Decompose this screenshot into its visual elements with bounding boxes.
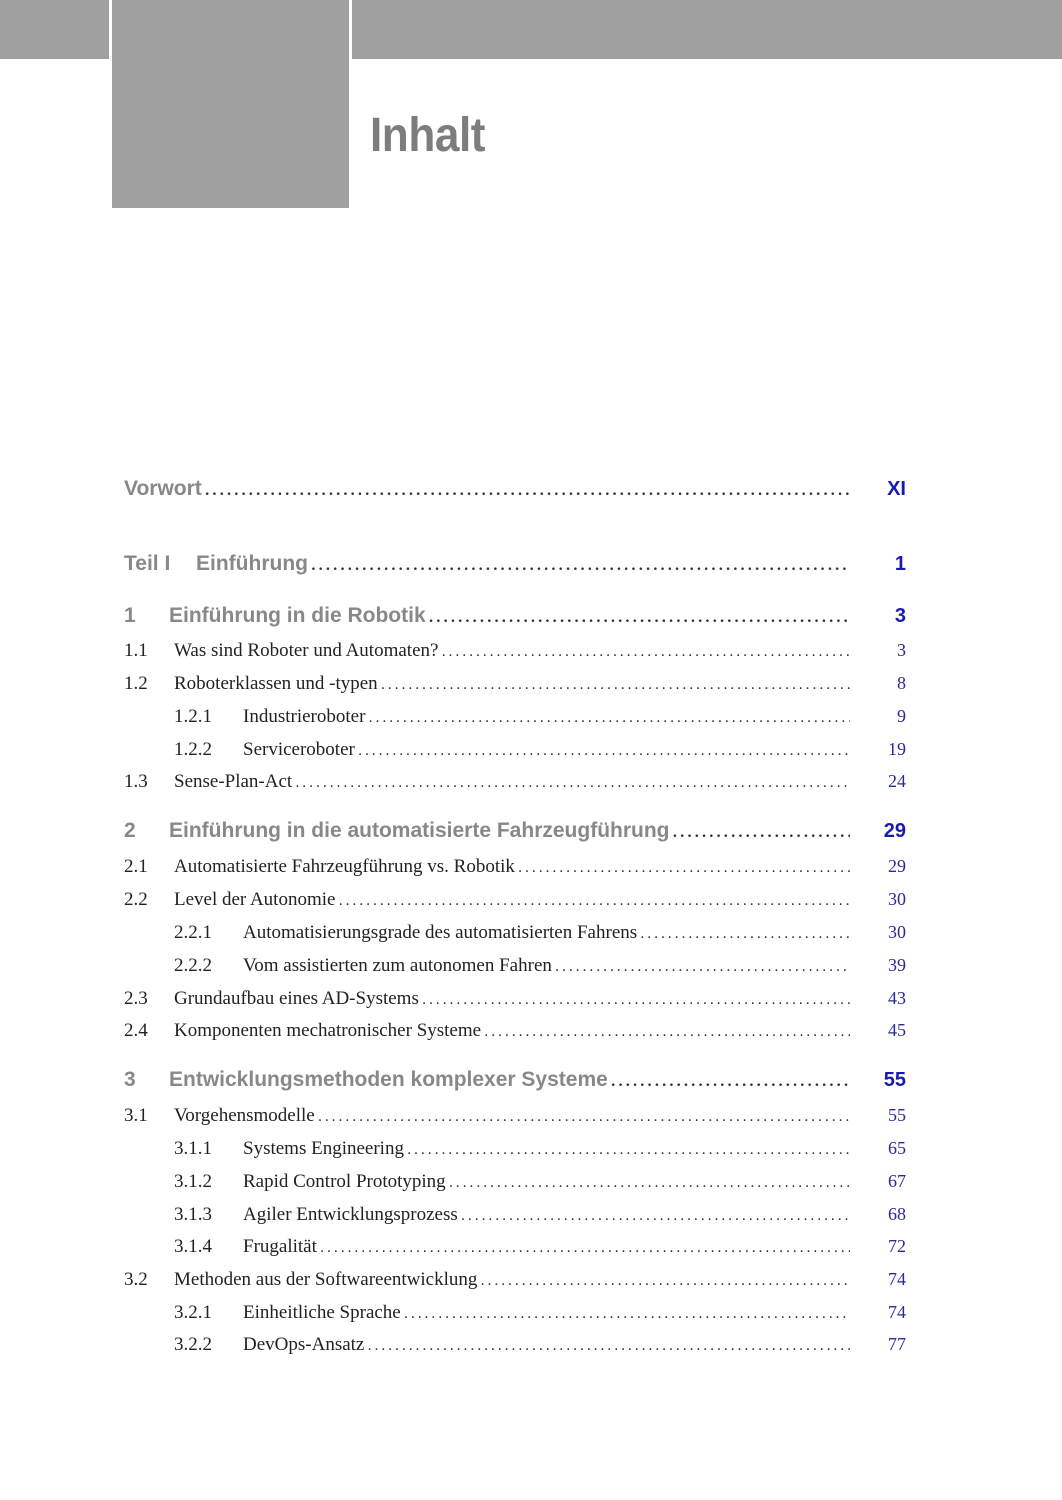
header-bar-left (0, 0, 109, 59)
toc-entry-label: Vom assistierten zum autonomen Fahren (243, 955, 552, 976)
toc-entry-page: 24 (888, 771, 906, 791)
toc-entry-number: 2.4 (124, 1020, 148, 1041)
leader-dots (368, 710, 850, 726)
toc-entry-label: Komponenten mechatronischer Systeme (174, 1020, 482, 1041)
leader-dots (422, 992, 850, 1008)
toc-entry-page: 8 (897, 673, 906, 693)
toc-entry-number: 3.2 (124, 1269, 148, 1290)
toc-entry-label: Industrieroboter (243, 706, 366, 727)
toc-entry-label: Vorwort (124, 477, 202, 500)
toc-entry-page: 45 (888, 1020, 906, 1040)
toc-entry-label: Einführung in die automatisierte Fahrzeugführung (169, 819, 670, 842)
toc-entry[interactable] (124, 640, 906, 662)
toc-entry-page: 3 (894, 605, 906, 627)
toc-entry-label: Roboterklassen und -typen (174, 673, 378, 694)
toc-entry-number: 2.2.2 (174, 955, 212, 976)
toc-entry-page: 39 (888, 955, 906, 975)
toc-entry-label: Entwicklungsmethoden komplexer Systeme (169, 1068, 608, 1091)
toc-entry[interactable] (124, 1068, 906, 1092)
leader-dots (461, 1208, 850, 1224)
toc-entry-number: 2.2.1 (174, 922, 212, 943)
toc-entry-part[interactable] (124, 552, 906, 576)
toc-entry-number: 1.3 (124, 771, 148, 792)
toc-entry-number: 1.2.1 (174, 706, 212, 727)
toc-entry[interactable] (124, 771, 906, 793)
toc-entry-page: 29 (883, 820, 906, 842)
header-block (112, 0, 349, 208)
leader-dots (611, 1074, 850, 1090)
toc-entry-number: 3.1.3 (174, 1204, 212, 1225)
leader-dots (441, 644, 850, 660)
toc-entry-label: Frugalität (243, 1236, 317, 1257)
leader-dots (295, 775, 850, 791)
header-bar-right (352, 0, 1062, 59)
toc-entry-label: Grundaufbau eines AD-Systems (174, 988, 419, 1009)
toc-entry-page: 1 (894, 553, 906, 575)
toc-entry-number: 3.2.1 (174, 1302, 212, 1323)
toc-entry-label: Serviceroboter (243, 739, 355, 760)
toc-entry-label: Vorgehensmodelle (174, 1105, 315, 1126)
leader-dots (367, 1338, 850, 1354)
toc-entry-page: 19 (888, 739, 906, 759)
toc-entry-page: 74 (888, 1302, 906, 1322)
toc-entry-number: 3 (124, 1068, 136, 1091)
toc-entry[interactable] (124, 955, 906, 977)
toc-entry-page: 65 (888, 1138, 906, 1158)
toc-entry-label: Agiler Entwicklungsprozess (243, 1204, 458, 1225)
toc-entry-label: Systems Engineering (243, 1138, 404, 1159)
toc-entry-label: Automatisierte Fahrzeugführung vs. Robotik (174, 856, 515, 877)
toc-entry-page: 9 (897, 706, 906, 726)
toc-entry-page: XI (887, 478, 906, 500)
toc-entry-page: 3 (897, 640, 906, 660)
toc-entry[interactable] (124, 1334, 906, 1356)
leader-dots (518, 860, 850, 876)
toc-entry-number: 3.1.1 (174, 1138, 212, 1159)
toc-entry-label: Level der Autonomie (174, 889, 336, 910)
toc-entry-page: 30 (888, 922, 906, 942)
toc-entry[interactable] (124, 819, 906, 843)
toc-entry-label: Rapid Control Prototyping (243, 1171, 446, 1192)
toc-entry-label: Einheitliche Sprache (243, 1302, 401, 1323)
toc-entry-page: 74 (888, 1269, 906, 1289)
toc-entry[interactable] (124, 1302, 906, 1324)
leader-dots (407, 1142, 850, 1158)
toc-entry-label: Einführung in die Robotik (169, 604, 426, 627)
toc-entry-label: Sense-Plan-Act (174, 771, 293, 792)
toc-entry[interactable] (124, 1171, 906, 1193)
leader-dots (673, 825, 850, 841)
toc-entry-label: DevOps-Ansatz (243, 1334, 365, 1355)
leader-dots (555, 959, 850, 975)
toc-entry-page: 72 (888, 1236, 906, 1256)
toc-entry[interactable] (124, 988, 906, 1010)
leader-dots (338, 893, 850, 909)
toc-entry-page: 29 (888, 856, 906, 876)
toc-entry[interactable] (124, 1236, 906, 1258)
toc-entry-page: 30 (888, 889, 906, 909)
toc-entry-page: 68 (888, 1204, 906, 1224)
toc-entry-label: Was sind Roboter und Automaten? (174, 640, 439, 661)
leader-dots (640, 926, 850, 942)
leader-dots (205, 483, 850, 499)
toc-entry[interactable] (124, 1269, 906, 1291)
toc-entry[interactable] (124, 673, 906, 695)
toc-entry[interactable] (124, 1138, 906, 1160)
toc-entry[interactable] (124, 1020, 906, 1042)
leader-dots (429, 610, 850, 626)
toc-entry-number: 3.1.4 (174, 1236, 212, 1257)
toc-entry[interactable] (124, 889, 906, 911)
toc-entry-label: Einführung (196, 552, 308, 575)
toc-entry-number: 1.2.2 (174, 739, 212, 760)
leader-dots (404, 1306, 850, 1322)
toc-entry-page: 67 (888, 1171, 906, 1191)
leader-dots (449, 1175, 850, 1191)
leader-dots (381, 677, 850, 693)
toc-entry[interactable] (124, 922, 906, 944)
leader-dots (484, 1024, 850, 1040)
toc-entry[interactable] (124, 706, 906, 728)
leader-dots (311, 558, 850, 574)
toc-entry-number: Teil I (124, 552, 171, 575)
toc-entry-number: 2.2 (124, 889, 148, 910)
toc-entry-number: 2 (124, 819, 136, 842)
toc-entry-page: 43 (888, 988, 906, 1008)
toc-entry-page: 77 (888, 1334, 906, 1354)
toc-entry-number: 3.1.2 (174, 1171, 212, 1192)
toc-entry-number: 1.2 (124, 673, 148, 694)
toc-entry-label: Automatisierungsgrade des automatisierten Fahrens (243, 922, 638, 943)
leader-dots (358, 743, 850, 759)
leader-dots (480, 1273, 850, 1289)
toc-entry-number: 1.1 (124, 640, 148, 661)
page-title: Inhalt (370, 109, 485, 162)
toc-entry-number: 3.1 (124, 1105, 148, 1126)
toc-entry-number: 2.1 (124, 856, 148, 877)
toc-entry[interactable] (124, 739, 906, 761)
toc-entry-page: 55 (883, 1069, 906, 1091)
toc-entry-vorwort[interactable] (124, 477, 906, 501)
leader-dots (318, 1109, 850, 1125)
toc-entry-label: Methoden aus der Softwareentwicklung (174, 1269, 478, 1290)
toc-entry-number: 2.3 (124, 988, 148, 1009)
toc-entry-number: 3.2.2 (174, 1334, 212, 1355)
toc-entry-page: 55 (888, 1105, 906, 1125)
toc-entry[interactable] (124, 604, 906, 628)
toc-entry[interactable] (124, 1204, 906, 1226)
leader-dots (320, 1240, 850, 1256)
toc-entry[interactable] (124, 856, 906, 878)
toc-entry[interactable] (124, 1105, 906, 1127)
toc-entry-number: 1 (124, 604, 136, 627)
